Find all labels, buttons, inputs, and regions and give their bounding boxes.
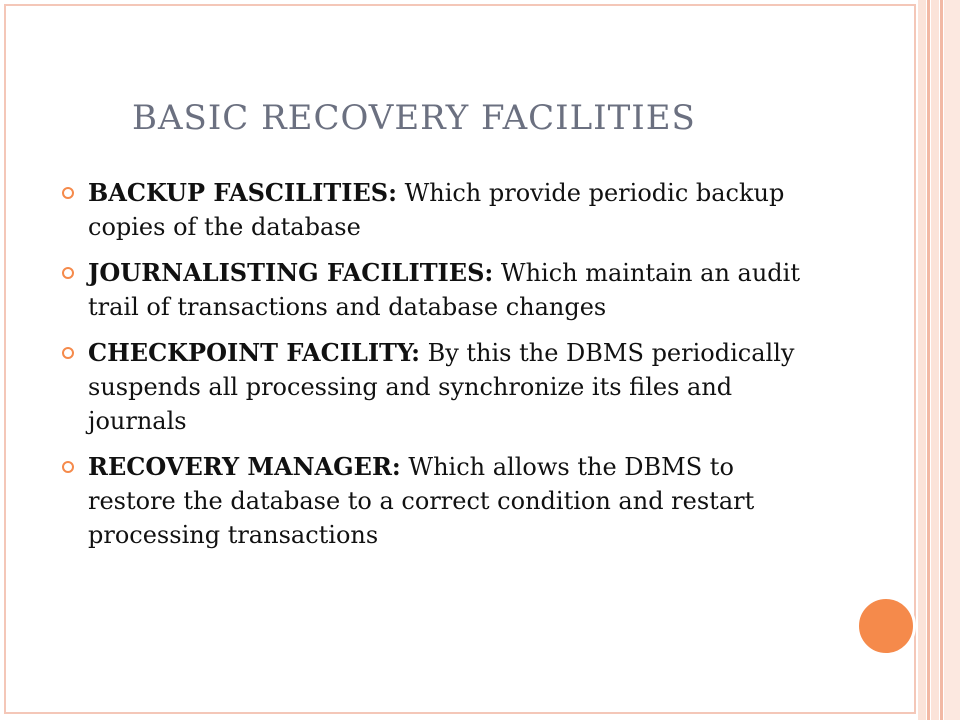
bullet-term: CHECKPOINT FACILITY:	[88, 338, 420, 367]
decorative-circle	[856, 596, 916, 656]
bullet-term: BACKUP FASCILITIES:	[88, 178, 397, 207]
bullet-text: Which maintain an audit trail of transactions and database changes	[88, 259, 800, 321]
bullet-list	[62, 176, 822, 564]
bullet-item-backup	[62, 176, 822, 244]
bullet-circle-icon	[62, 461, 74, 473]
bullet-item-recovery-manager	[62, 450, 822, 552]
bullet-term: JOURNALISTING FACILITIES:	[88, 258, 494, 287]
bullet-text: Which provide periodic backup copies of the database	[88, 179, 785, 241]
bullet-text: Which allows the DBMS to restore the database to a correct condition and restart processing transactions	[88, 453, 755, 549]
bullet-item-checkpoint	[62, 336, 822, 438]
bullet-circle-icon	[62, 187, 74, 199]
decorative-stripe	[931, 0, 939, 720]
decorative-stripe	[927, 0, 930, 720]
bullet-text: By this the DBMS periodically suspends all processing and synchronize its files and journals	[88, 339, 795, 435]
slide-title: BASIC RECOVERY FACILITIES	[132, 98, 696, 138]
decorative-stripe	[944, 0, 960, 720]
bullet-circle-icon	[62, 347, 74, 359]
decorative-stripe	[918, 0, 926, 720]
decorative-stripe	[940, 0, 943, 720]
bullet-term: RECOVERY MANAGER:	[88, 452, 401, 481]
bullet-item-journalisting	[62, 256, 822, 324]
bullet-circle-icon	[62, 267, 74, 279]
